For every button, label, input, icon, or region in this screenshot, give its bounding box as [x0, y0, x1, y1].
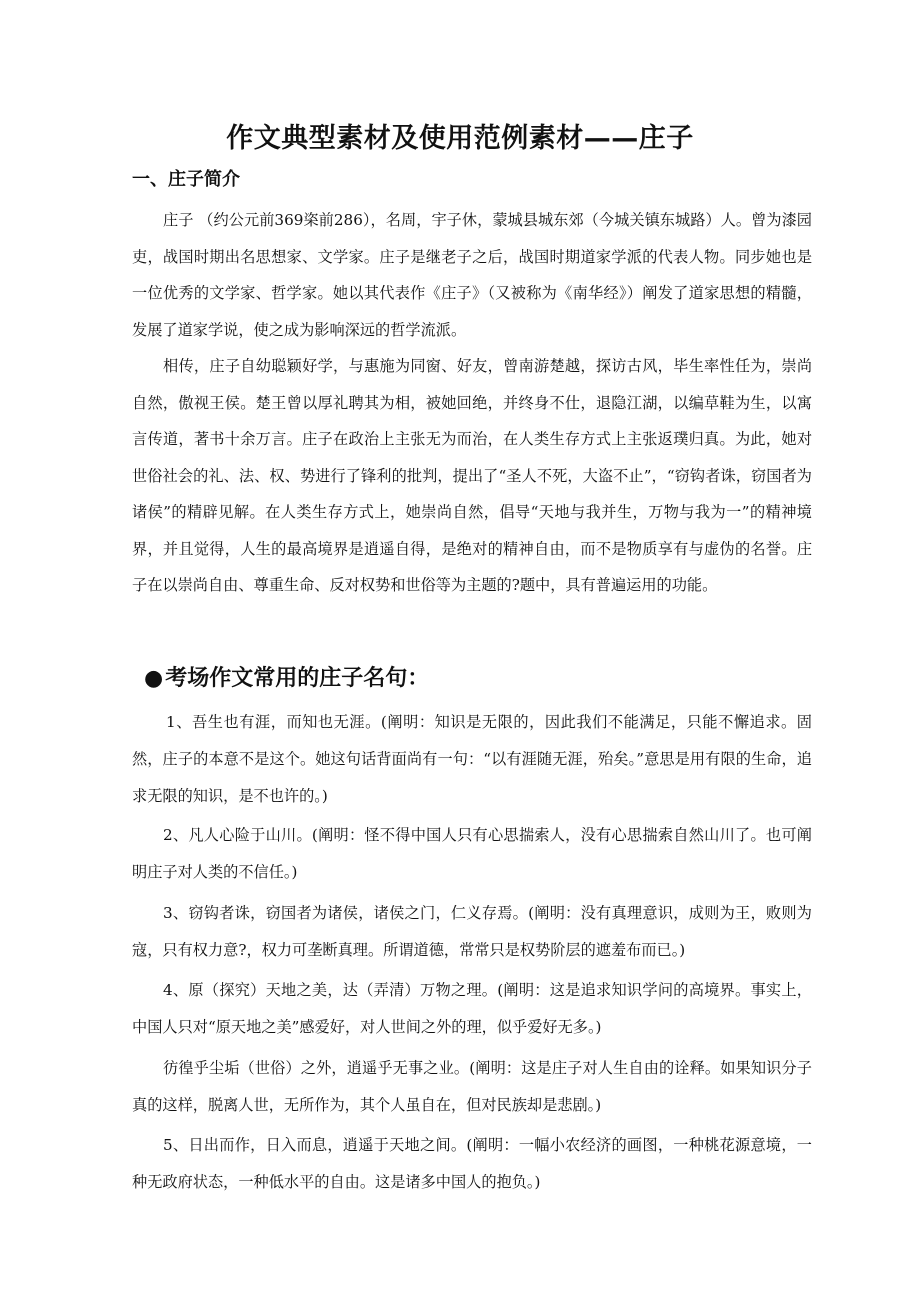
quotes-heading: [144, 661, 429, 692]
quote-item-2: 2、凡人心险于山川。(阐明：怪不得中国人只有心思揣索人，没有心思揣索自然山川了。也可阐明庄子对人类的不信任。): [132, 826, 812, 881]
intro-paragraph-1: 庄子 （约公元前369栥前286），名周，宇子休，蒙城县城东郊（今城关镇东城路）人。曾为漆园吏，战国时期出名思想家、文学家。庄子是继老子之后，战国时期道家学派的代表人物。同步她也是一位优秀的文学家、哲学家。她以其代表作《庄子》（又被称为《南华经》）阐发了道家思想的精髓，发展了道家学说，使之成为影响深远的哲学流派。: [132, 211, 812, 339]
quote-item-1: 1、吾生也有涯，而知也无涯。(阐明：知识是无限的，因此我们不能满足，只能不懈追求。固然，庄子的本意不是这个。她这句话背面尚有一句：“以有涯随无涯，殆矣。”意思是用有限的生命，追求无限的知识，是不也许的。): [132, 713, 812, 805]
quote-item-4: 4、原（探究）天地之美，达（弄清）万物之理。(阐明：这是追求知识学问的高境界。事实上，中国人只对“原天地之美”感爱好，对人世间之外的理，似乎爱好无多。): [132, 981, 812, 1036]
section-heading-intro: 一、庄子简介: [132, 169, 240, 190]
bullet-icon: ●: [144, 666, 164, 691]
quotes-heading-text: 考场作文常用的庄子名句：: [165, 666, 430, 691]
intro-paragraph-2: 相传，庄子自幼聪颖好学，与惠施为同窗、好友，曾南游楚越，探访古风，毕生率性任为，崇尚自然，傲视王侯。楚王曾以厚礼聘其为相，被她回绝，并终身不仕，退隐江湖，以编草鞋为生，以寓言传道，著书十余万言。庄子在政治上主张无为而治，在人类生存方式上主张返璞归真。为此，她对世俗社会的礼、法、权、势进行了锋利的批判，提出了“圣人不死，大盗不止”，“窃钩者诛，窃国者为诸侯”的精辟见解。在人类生存方式上，她崇尚自然，倡导“天地与我并生，万物与我为一”的精神境界，并且觉得，人生的最高境界是逍遥自得，是绝对的精神自由，而不是物质享有与虚伪的名誉。庄子在以崇尚自由、尊重生命、反对权势和世俗等为主题的?题中，具有普遍运用的功能。: [132, 357, 812, 594]
quote-item-3: 3、窃钩者诛，窃国者为诸侯，诸侯之门，仁义存焉。(阐明：没有真理意识，成则为王，败则为寇，只有权力意?，权力可垄断真理。所谓道德，常常只是权势阶层的遮羞布而已。): [132, 904, 812, 959]
page-title: 作文典型素材及使用范例素材——庄子: [226, 123, 694, 154]
quote-item-5: 5、日出而作，日入而息，逍遥于天地之间。(阐明：一幅小农经济的画图，一种桃花源意境，一种无政府状态，一种低水平的自由。这是诸多中国人的抱负。): [132, 1136, 812, 1191]
quote-item-unnumbered: 彷徨乎尘垢（世俗）之外，逍遥乎无事之业。(阐明：这是庄子对人生自由的诠释。如果知识分子真的这样，脱离人世，无所作为，其个人虽自在，但对民族却是悲剧。): [132, 1059, 812, 1114]
